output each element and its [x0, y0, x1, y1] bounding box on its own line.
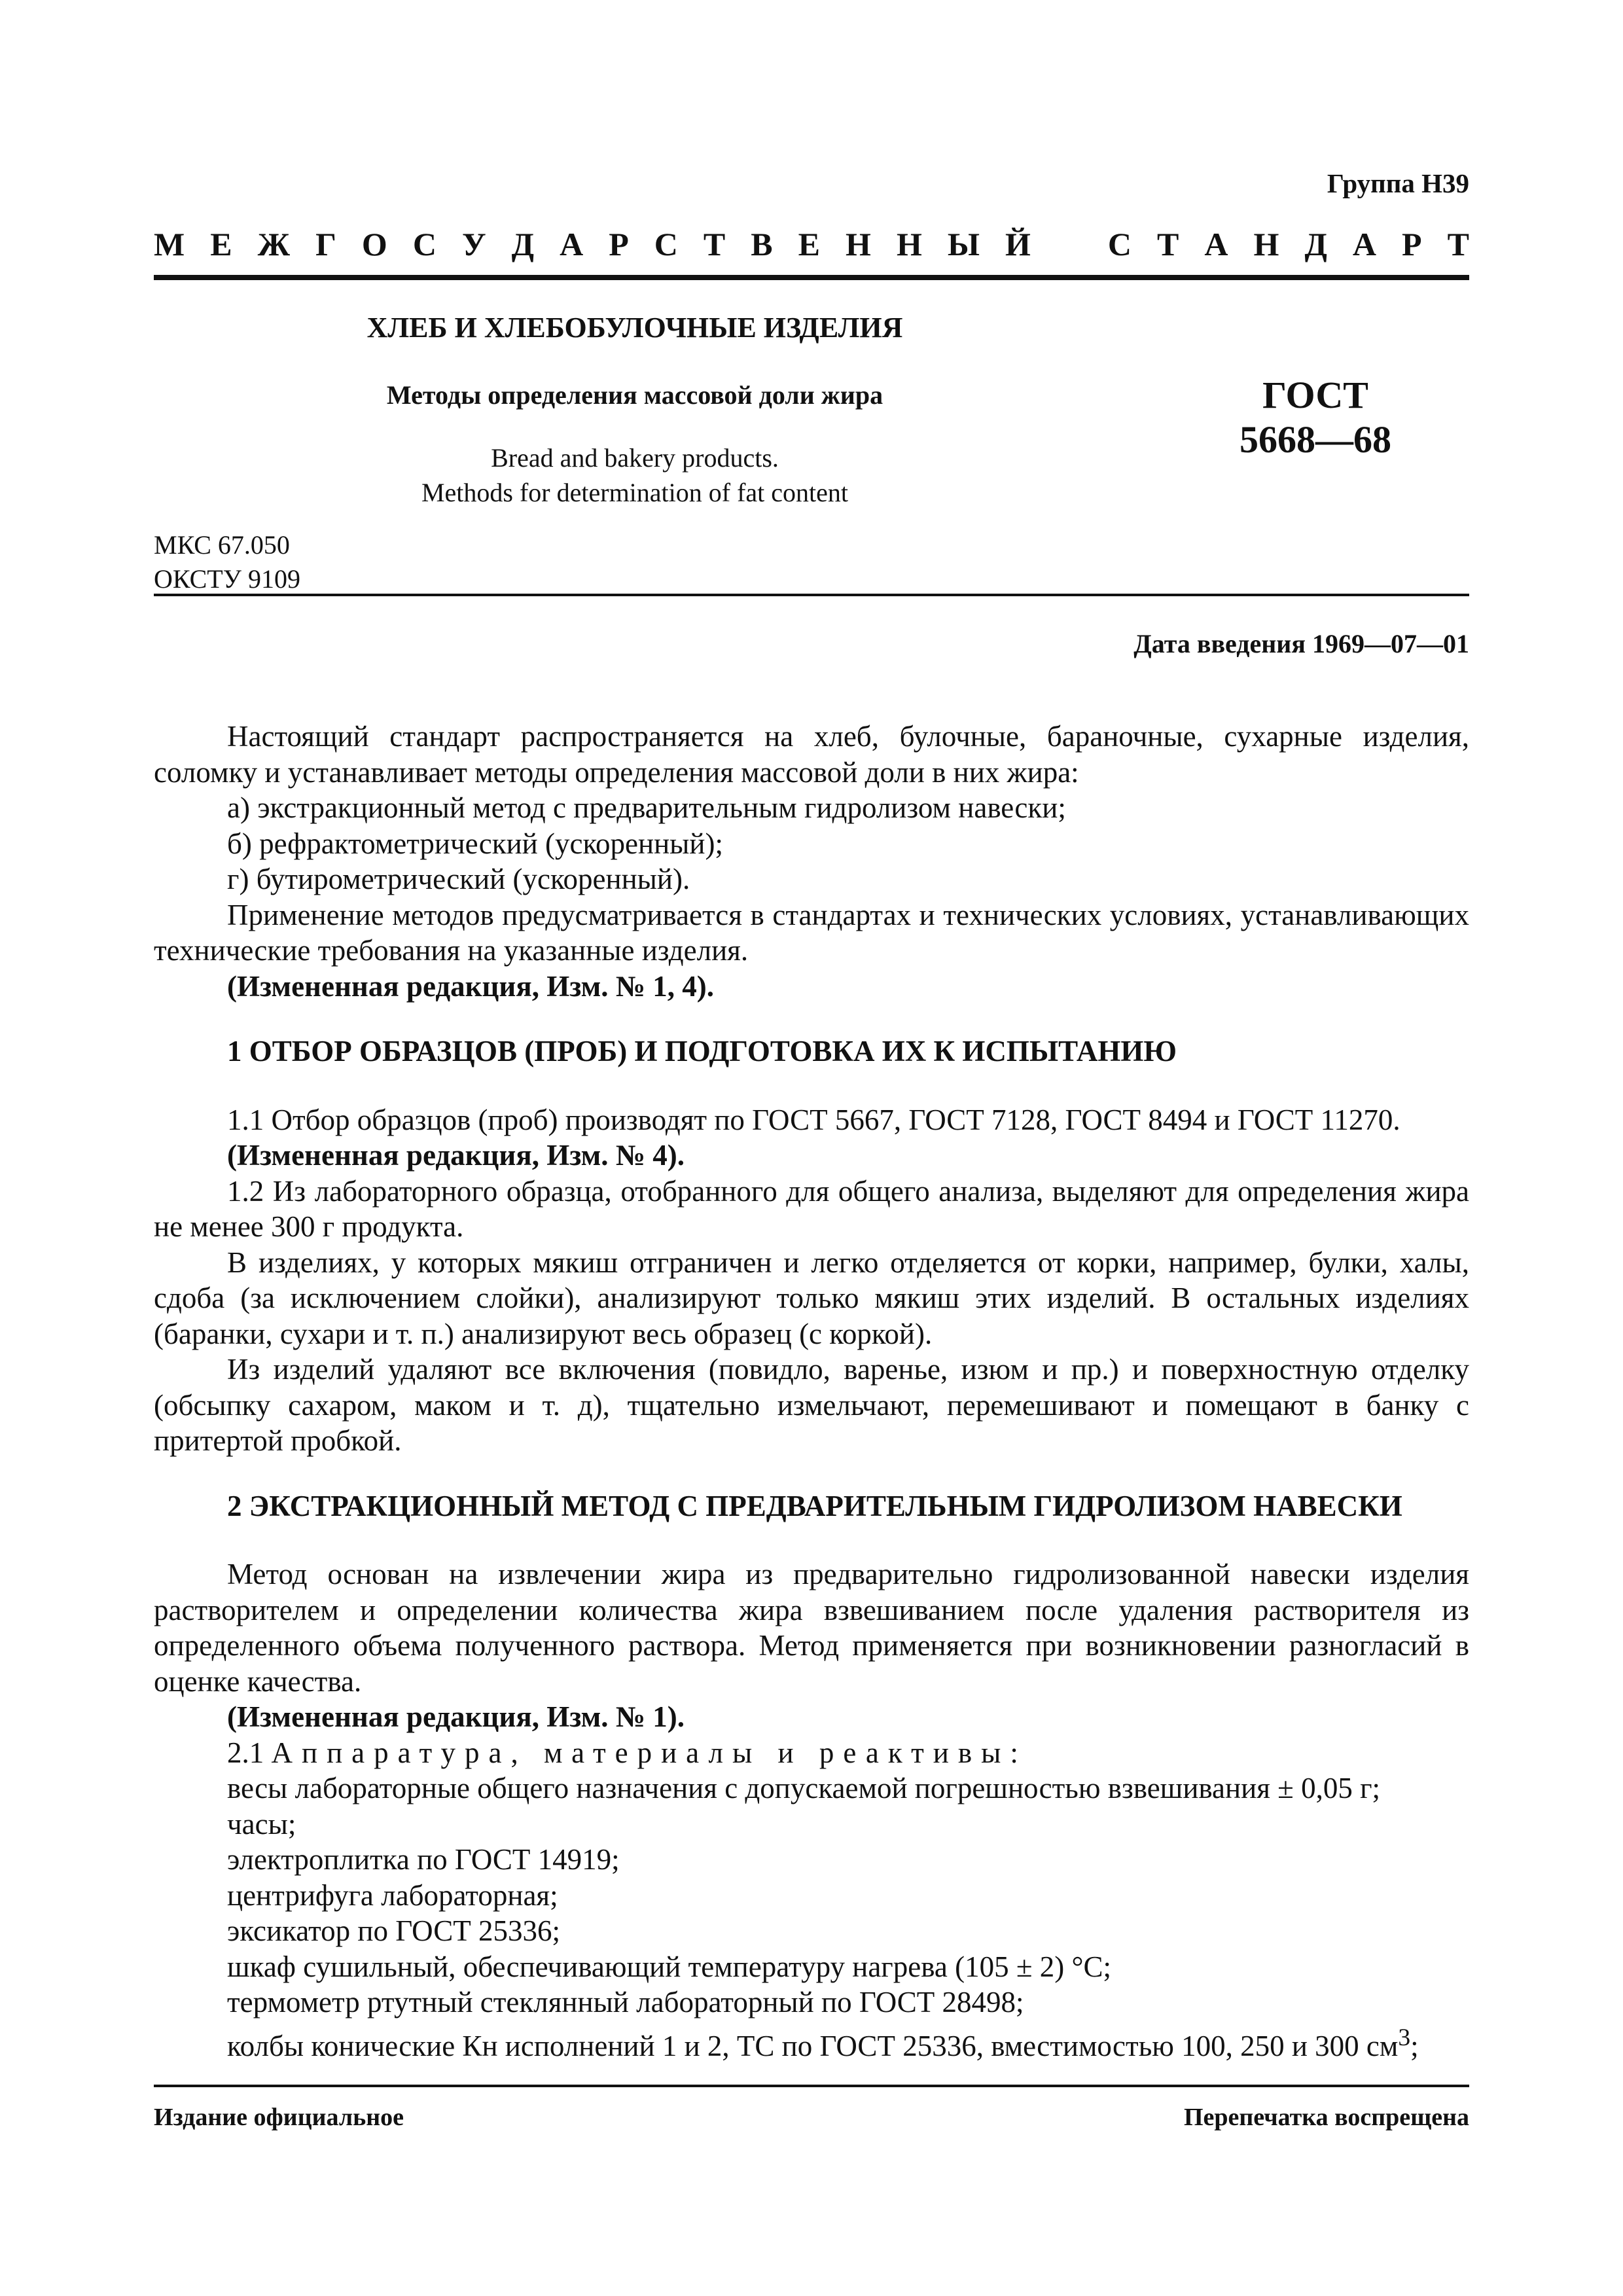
clause-title: Аппаратура, материалы и реактивы: — [271, 1736, 1027, 1769]
banner-letter: Е — [798, 226, 820, 262]
english-title — [154, 440, 1116, 510]
list-item-end: ; — [1410, 2029, 1419, 2062]
amendment-note: (Измененная редакция, Изм. № 4). — [227, 1139, 685, 1172]
banner-letter: С — [1107, 226, 1132, 262]
banner-letter: Е — [210, 226, 232, 262]
gost-label: ГОСТ — [1262, 374, 1368, 416]
gost-code: 5668—68 — [1240, 418, 1391, 461]
banner-letter: Н — [846, 226, 871, 262]
mks-code: МКС 67.050 — [154, 530, 290, 560]
list-item — [154, 2020, 1469, 2064]
list-item: электроплитка по ГОСТ 14919; — [227, 1843, 620, 1876]
okstu-code: ОКСТУ 9109 — [154, 564, 301, 594]
banner-letter: Ы — [947, 226, 980, 262]
section-heading: 2 ЭКСТРАКЦИОННЫЙ МЕТОД С ПРЕДВАРИТЕЛЬНЫМ ГИДРОЛИЗОМ НАВЕСКИ — [227, 1489, 1402, 1522]
list-item: б) рефрактометрический (ускоренный); — [227, 827, 723, 860]
banner-letter: Р — [1402, 226, 1422, 262]
banner-letter: О — [361, 226, 387, 262]
document-body — [154, 719, 1469, 2064]
amendment-note: (Измененная редакция, Изм. № 1, 4). — [227, 969, 715, 1003]
classification-codes — [154, 528, 300, 596]
group-code: Группа Н39 — [1327, 168, 1469, 198]
paragraph: Из изделий удаляют все включения (повидло, варенье, изюм и пр.) и поверхностную отделку (обсыпку сахаром, маком и т. д), тщательно измельчают, перемешивают и помещают в банку с притертой пробкой. — [154, 1353, 1469, 1457]
paragraph: В изделиях, у которых мякиш отграничен и легко отделяется от корки, например, булки, халы, сдоба (за исключением слойки), анализируют только мякиш этих изделий. В остальных изделиях (баранки, сухари и т. п.) анализируют весь образец (с коркой). — [154, 1246, 1469, 1350]
banner-letter: Г — [315, 226, 336, 262]
banner-letter: Р — [609, 226, 629, 262]
banner-letter: М — [154, 226, 185, 262]
english-title-line: Methods for determination of fat content — [421, 478, 849, 508]
list-item: эксикатор по ГОСТ 25336; — [227, 1914, 560, 1947]
banner-letter: Т — [1157, 226, 1179, 262]
banner-letter: Т — [703, 226, 726, 262]
list-item-text: колбы конические Кн исполнений 1 и 2, ТС по ГОСТ 25336, вместимостью 100, 250 и 300 см — [227, 2029, 1399, 2062]
banner-letter: Д — [511, 226, 535, 262]
banner-letter: У — [461, 226, 486, 262]
section-heading: 1 ОТБОР ОБРАЗЦОВ (ПРОБ) И ПОДГОТОВКА ИХ К ИСПЫТАНИЮ — [227, 1035, 1177, 1067]
gost-number — [1145, 373, 1486, 463]
list-item: термометр ртутный стеклянный лабораторный по ГОСТ 28498; — [227, 1986, 1024, 2018]
paragraph: Применение методов предусматривается в стандартах и технических условиях, устанавливающих технические требования на указанные изделия. — [154, 898, 1469, 967]
header-rule — [154, 275, 1469, 280]
banner-letter: А — [1352, 226, 1376, 262]
codes-rule — [154, 594, 1469, 596]
banner-letter: Н — [1253, 226, 1279, 262]
paragraph: 1.1 Отбор образцов (проб) производят по ГОСТ 5667, ГОСТ 7128, ГОСТ 8494 и ГОСТ 11270. — [227, 1103, 1400, 1136]
paragraph: Метод основан на извлечении жира из предварительно гидролизованной навески изделия растворителем и определении количества жира взвешиванием после удаления растворителя из определенного объема полученного раствора. Метод применяется при возникновении разногласий в оценке качества. — [154, 1558, 1469, 1698]
reprint-note: Перепечатка воспрещена — [1183, 2104, 1469, 2131]
subsection-heading — [154, 1735, 1469, 1771]
list-item: центрифуга лабораторная; — [227, 1878, 558, 1912]
banner-letter: В — [751, 226, 773, 262]
banner-letter: С — [412, 226, 437, 262]
banner-letter: Д — [1304, 226, 1327, 262]
english-title-line: Bread and bakery products. — [491, 443, 779, 473]
list-item: часы; — [227, 1807, 296, 1840]
document-subtitle: Методы определения массовой доли жира — [386, 380, 883, 410]
footer-rule — [154, 2085, 1469, 2087]
amendment-note: (Измененная редакция, Изм. № 1). — [227, 1700, 685, 1733]
clause-number: 2.1 — [227, 1736, 264, 1769]
banner-letter: Й — [1005, 226, 1031, 262]
paragraph: 1.2 Из лабораторного образца, отобранного для общего анализа, выделяют для определения жира не менее 300 г продукта. — [154, 1174, 1469, 1243]
list-item: г) бутирометрический (ускоренный). — [227, 863, 690, 895]
banner-letter: Ж — [257, 226, 291, 262]
banner-letter: С — [654, 226, 678, 262]
edition-note: Издание официальное — [154, 2104, 404, 2131]
banner-letter: А — [1204, 226, 1228, 262]
banner-letter: Т — [1447, 226, 1469, 262]
banner-letter: А — [560, 226, 584, 262]
introduction-date: Дата введения 1969—07—01 — [1133, 629, 1469, 658]
standard-banner — [154, 221, 1469, 267]
document-title: ХЛЕБ И ХЛЕБОБУЛОЧНЫЕ ИЗДЕЛИЯ — [366, 312, 903, 344]
superscript: 3 — [1398, 2024, 1411, 2051]
list-item: весы лабораторные общего назначения с допускаемой погрешностью взвешивания ± 0,05 г; — [227, 1772, 1381, 1804]
paragraph: Настоящий стандарт распространяется на хлеб, булочные, бараночные, сухарные изделия, соломку и устанавливает методы определения массовой доли в них жира: — [154, 720, 1469, 789]
list-item: а) экстракционный метод с предварительным гидролизом навески; — [227, 791, 1066, 824]
list-item: шкаф сушильный, обеспечивающий температуру нагрева (105 ± 2) °С; — [227, 1950, 1112, 1983]
banner-letter: Н — [896, 226, 922, 262]
